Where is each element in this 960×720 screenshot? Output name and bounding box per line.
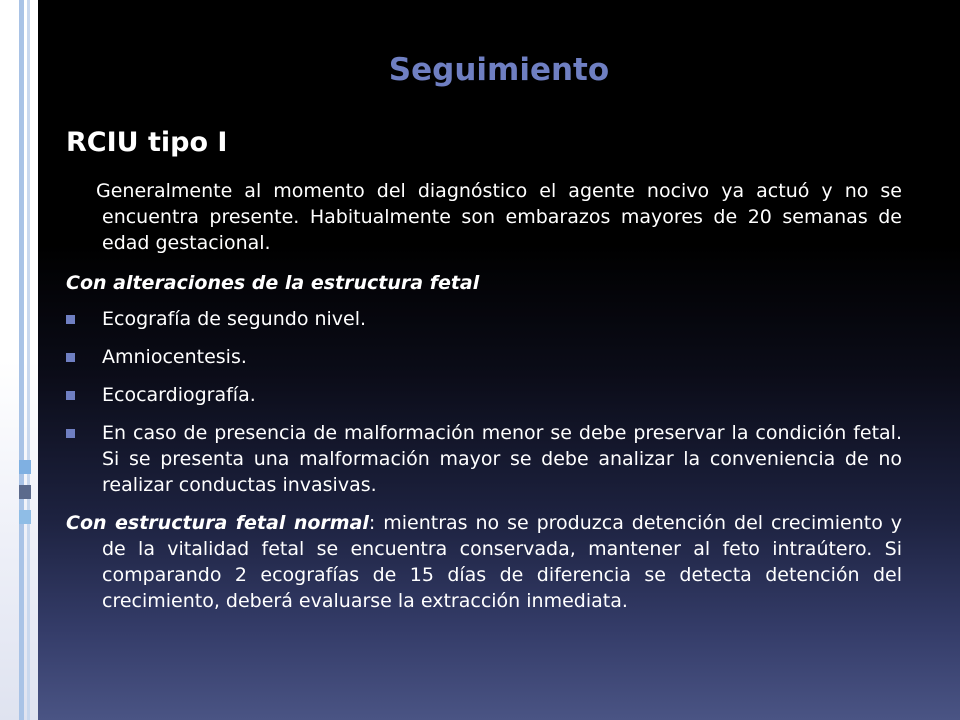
intro-paragraph: Generalmente al momento del diagnóstico el agente nocivo ya actuó y no se encuentra presente. Habitualmente son embarazos mayores de 20 semanas de edad gestacional. bbox=[96, 180, 902, 254]
decorative-square bbox=[19, 460, 31, 474]
slide-title: Seguimiento bbox=[388, 52, 610, 88]
decorative-column bbox=[27, 0, 30, 720]
section-heading: Con alteraciones de la estructura fetal bbox=[66, 272, 480, 294]
square-bullet-icon bbox=[66, 429, 75, 438]
slide-content bbox=[66, 178, 902, 614]
list-item bbox=[66, 382, 902, 408]
bullet-list bbox=[66, 306, 902, 498]
slide-subtitle: RCIU tipo I bbox=[66, 127, 228, 158]
list-item bbox=[66, 344, 902, 370]
decorative-square bbox=[19, 510, 31, 524]
decorative-square bbox=[19, 485, 31, 499]
decorative-column bbox=[19, 0, 24, 720]
closing-paragraph bbox=[66, 510, 902, 614]
list-item-text: Ecocardiografía. bbox=[102, 384, 256, 406]
square-bullet-icon bbox=[66, 391, 75, 400]
list-item-text: Amniocentesis. bbox=[102, 346, 247, 368]
list-item-text: En caso de presencia de malformación menor se debe preservar la condición fetal. Si se presenta una malformación mayor se debe analizar la conveniencia de no realizar conductas invasivas. bbox=[102, 422, 902, 496]
closing-text: : mientras no se produzca detención del crecimiento y de la vitalidad fetal se encuentra conservada, mantener al feto intraútero. Si comparando 2 ecografías de 15 días de diferencia se detecta detención del crecimiento, deberá evaluarse la extracción inmediata. bbox=[102, 512, 902, 612]
square-bullet-icon bbox=[66, 315, 75, 324]
square-bullet-icon bbox=[66, 353, 75, 362]
list-item bbox=[66, 306, 902, 332]
list-item-text: Ecografía de segundo nivel. bbox=[102, 308, 367, 330]
closing-label: Con estructura fetal normal bbox=[66, 512, 369, 534]
list-item bbox=[66, 420, 902, 498]
